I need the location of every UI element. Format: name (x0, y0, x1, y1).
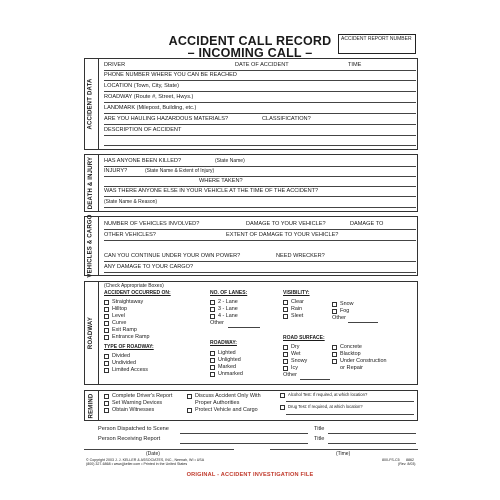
location-line[interactable] (104, 91, 416, 92)
checkbox-protect-vehicle[interactable]: Protect Vehicle and Cargo (187, 407, 258, 414)
checkbox-wet[interactable]: Wet (283, 351, 301, 358)
roadway-field-label: ROADWAY (Route #, Street, Hwys.) (104, 94, 194, 100)
landmark-line[interactable] (104, 113, 416, 114)
checkbox-under-construction[interactable]: Under Construction (332, 358, 386, 365)
date-of-accident-label: DATE OF ACCIDENT (235, 62, 289, 68)
checkbox-level[interactable]: Level (104, 313, 125, 320)
phone-label: PHONE NUMBER WHERE YOU CAN BE REACHED (104, 72, 237, 78)
road-surface-title: ROAD SURFACE: (283, 335, 325, 341)
killed-state-label: (State Name) (215, 158, 245, 164)
receiving-title-line[interactable] (328, 443, 416, 444)
checkbox-discuss-accident[interactable]: Discuss Accident Only With (187, 393, 261, 400)
copyright-line-2: (800) 327-6868 • www.jjkeller.com • Printed in the United States (86, 462, 188, 466)
checkbox-2-lane[interactable]: 2 - Lane (210, 299, 238, 306)
alcohol-test-line[interactable] (286, 401, 414, 402)
lanes-other-label: Other (210, 320, 224, 326)
visibility-other-line[interactable] (348, 322, 378, 323)
checkbox-snowy[interactable]: Snowy (283, 358, 307, 365)
date-caption: (Date) (146, 451, 160, 457)
report-number-label: ACCIDENT REPORT NUMBER (341, 36, 412, 42)
checkbox-straightaway[interactable]: Straightaway (104, 299, 143, 306)
receiving-line[interactable] (180, 443, 308, 444)
continue-label: CAN YOU CONTINUE UNDER YOUR OWN POWER? (104, 253, 241, 259)
death-injury-label: DEATH & INJURY (88, 156, 95, 210)
checkbox-divided[interactable]: Divided (104, 353, 130, 360)
checkbox-rain[interactable]: Rain (283, 306, 302, 313)
vehicles-cargo-label: VEHICLES & CARGO (88, 214, 94, 278)
injury-label: INJURY? (104, 168, 128, 174)
original-file-label: ORIGINAL - ACCIDENT INVESTIGATION FILE (186, 472, 314, 478)
accident-data-label: ACCIDENT DATA (88, 78, 95, 130)
dispatched-title-label: Title (314, 426, 325, 432)
checkbox-limited-access[interactable]: Limited Access (104, 367, 148, 374)
state-reason-label: (State Name & Reason) (104, 199, 158, 205)
checkbox-warning-devices[interactable]: Set Warning Devices (104, 400, 162, 407)
receiving-title-label: Title (314, 436, 325, 442)
where-taken-line[interactable] (104, 186, 416, 187)
lanes-other-line[interactable] (228, 327, 260, 328)
copyright-line-1: © Copyright 2003 J. J. KELLER & ASSOCIATES, INC., Neenah, WI • USA (86, 458, 205, 462)
other-vehicles-line[interactable] (104, 240, 416, 241)
proper-authorities-label: Proper Authorities (195, 400, 240, 406)
type-of-roadway-title: TYPE OF ROADWAY: (104, 344, 154, 350)
cargo-line[interactable] (104, 272, 416, 273)
phone-line[interactable] (104, 80, 416, 81)
state-reason-line[interactable] (104, 207, 416, 208)
killed-label: HAS ANYONE BEEN KILLED? (104, 158, 182, 164)
checkbox-sleet[interactable]: Sleet (283, 313, 303, 320)
checkbox-obtain-witnesses[interactable]: Obtain Witnesses (104, 407, 154, 414)
description-line-2[interactable] (104, 145, 416, 146)
checkbox-clear[interactable]: Clear (283, 299, 304, 306)
driver-label: DRIVER (104, 62, 126, 68)
checkbox-concrete[interactable]: Concrete (332, 344, 362, 351)
checkbox-fog[interactable]: Fog (332, 308, 349, 315)
time-caption: (Time) (336, 451, 351, 457)
visibility-other-label: Other (332, 315, 346, 321)
surface-other-line[interactable] (300, 379, 330, 380)
injury-line[interactable] (104, 176, 416, 177)
receiving-label: Person Receiving Report (98, 436, 161, 442)
anyone-else-label: WAS THERE ANYONE ELSE IN YOUR VEHICLE AT THE TIME OF THE ACCIDENT? (104, 188, 319, 194)
drug-test-line[interactable] (286, 414, 414, 415)
checkbox-curve[interactable]: Curve (104, 320, 126, 327)
checkbox-unmarked[interactable]: Unmarked (210, 371, 243, 378)
form-number-2: 8862 (406, 458, 414, 462)
surface-other-label: Other (283, 372, 297, 378)
checkbox-drug-test[interactable]: Drug Test: If required, at which location? (280, 405, 363, 410)
description-label: DESCRIPTION OF ACCIDENT (104, 127, 182, 133)
dispatched-title-line[interactable] (328, 433, 416, 434)
hazmat-line[interactable] (104, 124, 416, 125)
damage-to-label: DAMAGE TO (350, 221, 384, 227)
report-number-field[interactable] (338, 34, 416, 54)
form-subtitle: – INCOMING CALL – (187, 46, 313, 60)
extent-damage-label: EXTENT OF DAMAGE TO YOUR VEHICLE? (226, 232, 339, 238)
landmark-label: LANDMARK (Milepost, Building, etc.) (104, 105, 197, 111)
roadway-label: ROADWAY (88, 316, 94, 350)
checkbox-hilltop[interactable]: Hilltop (104, 306, 127, 313)
form-revision: (Rev. 8/03) (398, 462, 416, 466)
form-number: 800-FS-C5 (382, 458, 400, 462)
checkbox-drivers-report[interactable]: Complete Driver's Report (104, 393, 172, 400)
occurred-on-title: ACCIDENT OCCURRED ON: (104, 290, 171, 296)
date-line[interactable] (84, 449, 234, 450)
or-repair-label: or Repair (340, 365, 364, 371)
killed-line[interactable] (104, 166, 416, 167)
checkbox-marked[interactable]: Marked (210, 364, 236, 371)
hazmat-label: ARE YOU HAULING HAZARDOUS MATERIALS? (104, 116, 229, 122)
anyone-else-line[interactable] (104, 196, 416, 197)
other-vehicles-label: OTHER VEHICLES? (104, 232, 156, 238)
remind-label: REMIND (88, 393, 94, 418)
wrecker-label: NEED WRECKER? (276, 253, 325, 259)
num-vehicles-label: NUMBER OF VEHICLES INVOLVED? (104, 221, 200, 227)
where-taken-label: WHERE TAKEN? (199, 178, 243, 184)
checkbox-alcohol-test[interactable]: Alcohol Test: If required, at which location? (280, 393, 367, 398)
form-title: ACCIDENT CALL RECORD (168, 34, 332, 48)
time-line[interactable] (270, 449, 418, 450)
checkbox-4-lane[interactable]: 4 - Lane (210, 313, 238, 320)
checkbox-dry[interactable]: Dry (283, 344, 299, 351)
injury-state-label: (State Name & Extent of Injury) (145, 168, 215, 174)
lanes-title: NO. OF LANES: (210, 290, 248, 296)
driver-line[interactable] (104, 70, 416, 71)
checkbox-snow[interactable]: Snow (332, 301, 354, 308)
cargo-label: ANY DAMAGE TO YOUR CARGO? (104, 264, 194, 270)
roadway-lighting-title: ROADWAY: (210, 340, 237, 346)
checkbox-icy[interactable]: Icy (283, 365, 298, 372)
dispatched-line[interactable] (180, 433, 308, 434)
classification-label: CLASSIFICATION? (262, 116, 311, 122)
damage-yours-label: DAMAGE TO YOUR VEHICLE? (246, 221, 326, 227)
location-label: LOCATION (Town, City, State) (104, 83, 180, 89)
checkbox-lighted[interactable]: Lighted (210, 350, 236, 357)
checkbox-unlighted[interactable]: Unlighted (210, 357, 241, 364)
check-boxes-note: (Check Appropriate Boxes) (104, 283, 164, 289)
description-line-1[interactable] (104, 135, 416, 136)
checkbox-entrance-ramp[interactable]: Entrance Ramp (104, 334, 149, 341)
checkbox-exit-ramp[interactable]: Exit Ramp (104, 327, 137, 334)
num-vehicles-line[interactable] (104, 229, 416, 230)
time-label: TIME (348, 62, 362, 68)
checkbox-3-lane[interactable]: 3 - Lane (210, 306, 238, 313)
continue-line[interactable] (104, 261, 416, 262)
roadway-line[interactable] (104, 102, 416, 103)
visibility-title: VISIBILITY: (283, 290, 310, 296)
dispatched-label: Person Dispatched to Scene (98, 426, 169, 432)
checkbox-blacktop[interactable]: Blacktop (332, 351, 361, 358)
checkbox-undivided[interactable]: Undivided (104, 360, 136, 367)
